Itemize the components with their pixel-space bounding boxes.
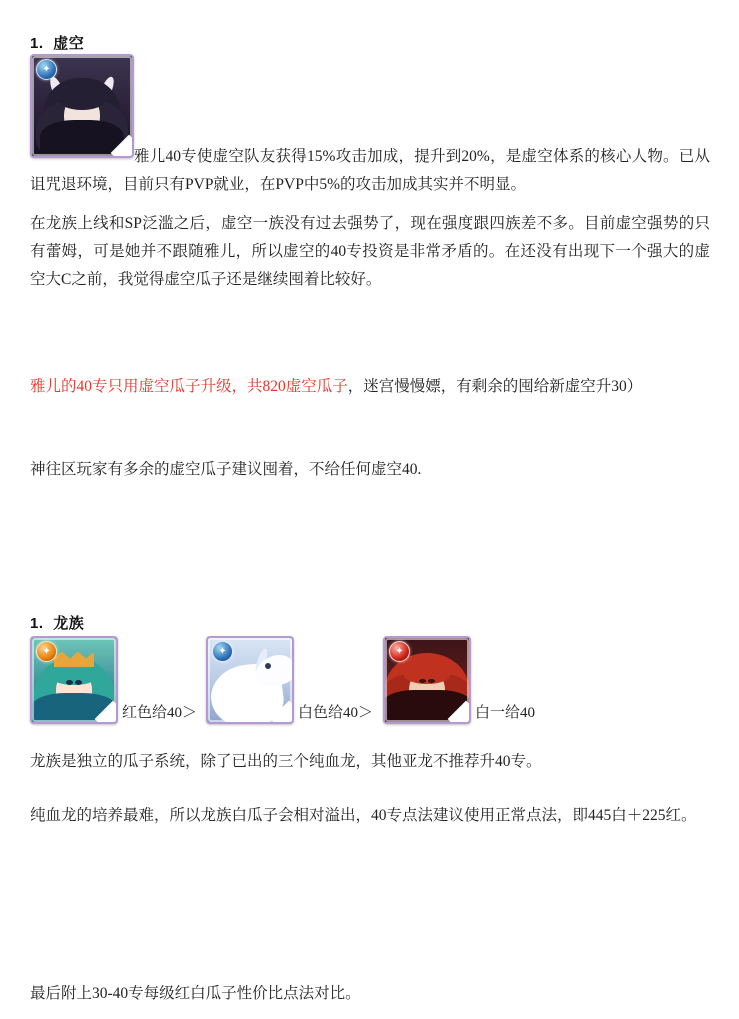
paragraph-void-4: 神往区玩家有多余的虚空瓜子建议囤着，不给任何虚空40. (30, 461, 422, 478)
section-heading-void (30, 32, 84, 53)
caption-dragon-1: 红色给40＞ (122, 705, 198, 721)
section-title-dragon: 龙族 (53, 615, 85, 632)
paragraph-dragon-2: 纯血龙的培养最难，所以龙族白瓜子会相对溢出，40专点法建议使用正常点法，即445白＋225红。 (30, 807, 697, 824)
section-title-void: 虚空 (53, 35, 85, 52)
paragraph-void-3 (30, 373, 720, 401)
eye-right-shape (428, 679, 435, 683)
star-badge-icon (212, 641, 233, 662)
paragraph-void-3-rest: ，迷宫慢慢嫖，有剩余的囤给新虚空升30） (347, 378, 643, 395)
star-glyph: ✦ (42, 63, 51, 75)
star-badge-icon (36, 641, 57, 662)
crown-shape (54, 651, 94, 667)
section-number-void: 1. (30, 35, 44, 52)
star-glyph: ✦ (42, 645, 51, 657)
bangs-shape (404, 666, 450, 684)
section-heading-dragon (30, 612, 84, 633)
paragraph-dragon-1: 龙族是独立的瓜子系统，除了已出的三个纯血龙，其他亚龙不推荐升40专。 (30, 753, 542, 770)
paragraph-void-2: 在龙族上线和SP泛滥之后，虚空一族没有过去强势了，现在强度跟四族差不多。目前虚空强势的只有蕾姆，可是她并不跟随雅儿，所以虚空的40专投资是非常矛盾的。在还没有出现下一个强大的虚空大C之前，我觉得虚空瓜子还是继续囤着比较好。 (30, 215, 710, 288)
star-badge-icon (36, 59, 57, 80)
eye-left-shape (66, 680, 73, 685)
character-card-dragon-1[interactable] (30, 636, 118, 724)
character-card-dragon-3[interactable] (383, 636, 471, 724)
caption-dragon-3: 白一给40 (475, 705, 536, 721)
caption-dragon-2: 白色给40＞ (298, 705, 374, 721)
bangs-shape (59, 90, 105, 110)
paragraph-footer-1: 最后附上30-40专每级红白瓜子性价比点法对比。 (30, 985, 361, 1002)
star-glyph: ✦ (395, 645, 404, 657)
paragraph-void-3-highlight: 雅儿的40专只用虚空瓜子升级，共820虚空瓜子 (30, 378, 348, 395)
star-glyph: ✦ (218, 645, 227, 657)
character-card-dragon-2[interactable] (206, 636, 294, 724)
star-badge-icon (389, 641, 410, 662)
paragraph-void-1: 雅儿40专使虚空队友获得15%攻击加成，提升到20%，是虚空体系的核心人物。已从诅咒退环境，目前只有PVP就业，在PVP中5%的攻击加成其实并不明显。 (30, 148, 710, 193)
section-number-dragon: 1. (30, 615, 44, 632)
